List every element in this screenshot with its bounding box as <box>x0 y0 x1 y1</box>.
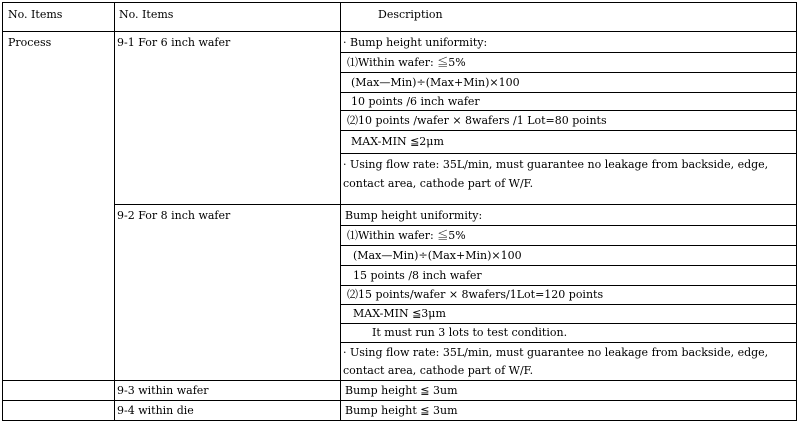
desc-line: ⑴Within wafer: ≦5% <box>347 229 466 242</box>
desc-line: (Max—Min)÷(Max+Min)×100 <box>353 249 522 262</box>
desc-line: 15 points /8 inch wafer <box>353 269 482 282</box>
item-label-9-4: 9-4 within die <box>117 404 194 417</box>
desc-line: · Using flow rate: 35L/min, must guarantee no leakage from backside, edge, <box>343 346 769 359</box>
desc-line: ⑵10 points /wafer × 8wafers /1 Lot=80 points <box>347 114 607 127</box>
desc-line: It must run 3 lots to test condition. <box>372 326 568 339</box>
desc-line: Bump height uniformity: <box>345 209 483 222</box>
desc-line: Bump height ≦ 3um <box>345 384 458 397</box>
desc-line: ⑵15 points/wafer × 8wafers/1Lot=120 points <box>347 288 604 301</box>
desc-line: · Using flow rate: 35L/min, must guarantee no leakage from backside, edge, <box>343 158 769 171</box>
desc-line: (Max—Min)÷(Max+Min)×100 <box>351 76 520 89</box>
desc-line: · Bump height uniformity: <box>343 36 488 49</box>
header-no-items-1: No. Items <box>8 8 63 21</box>
desc-line: 10 points /6 inch wafer <box>351 95 480 108</box>
desc-line: MAX-MIN ≦2μm <box>351 135 444 148</box>
desc-line: Bump height ≦ 3um <box>345 404 458 417</box>
desc-line: contact area, cathode part of W/F. <box>343 177 534 190</box>
header-no-items-2: No. Items <box>119 8 174 21</box>
item-label-9-2: 9-2 For 8 inch wafer <box>117 209 231 222</box>
desc-line: contact area, cathode part of W/F. <box>343 364 534 377</box>
desc-line: ⑴Within wafer: ≦5% <box>347 56 466 69</box>
header-description: Description <box>378 8 443 21</box>
item-label-9-1: 9-1 For 6 inch wafer <box>117 36 231 49</box>
section-label-process: Process <box>8 36 52 49</box>
item-label-9-3: 9-3 within wafer <box>117 384 209 397</box>
desc-line: MAX-MIN ≦3μm <box>353 307 446 320</box>
